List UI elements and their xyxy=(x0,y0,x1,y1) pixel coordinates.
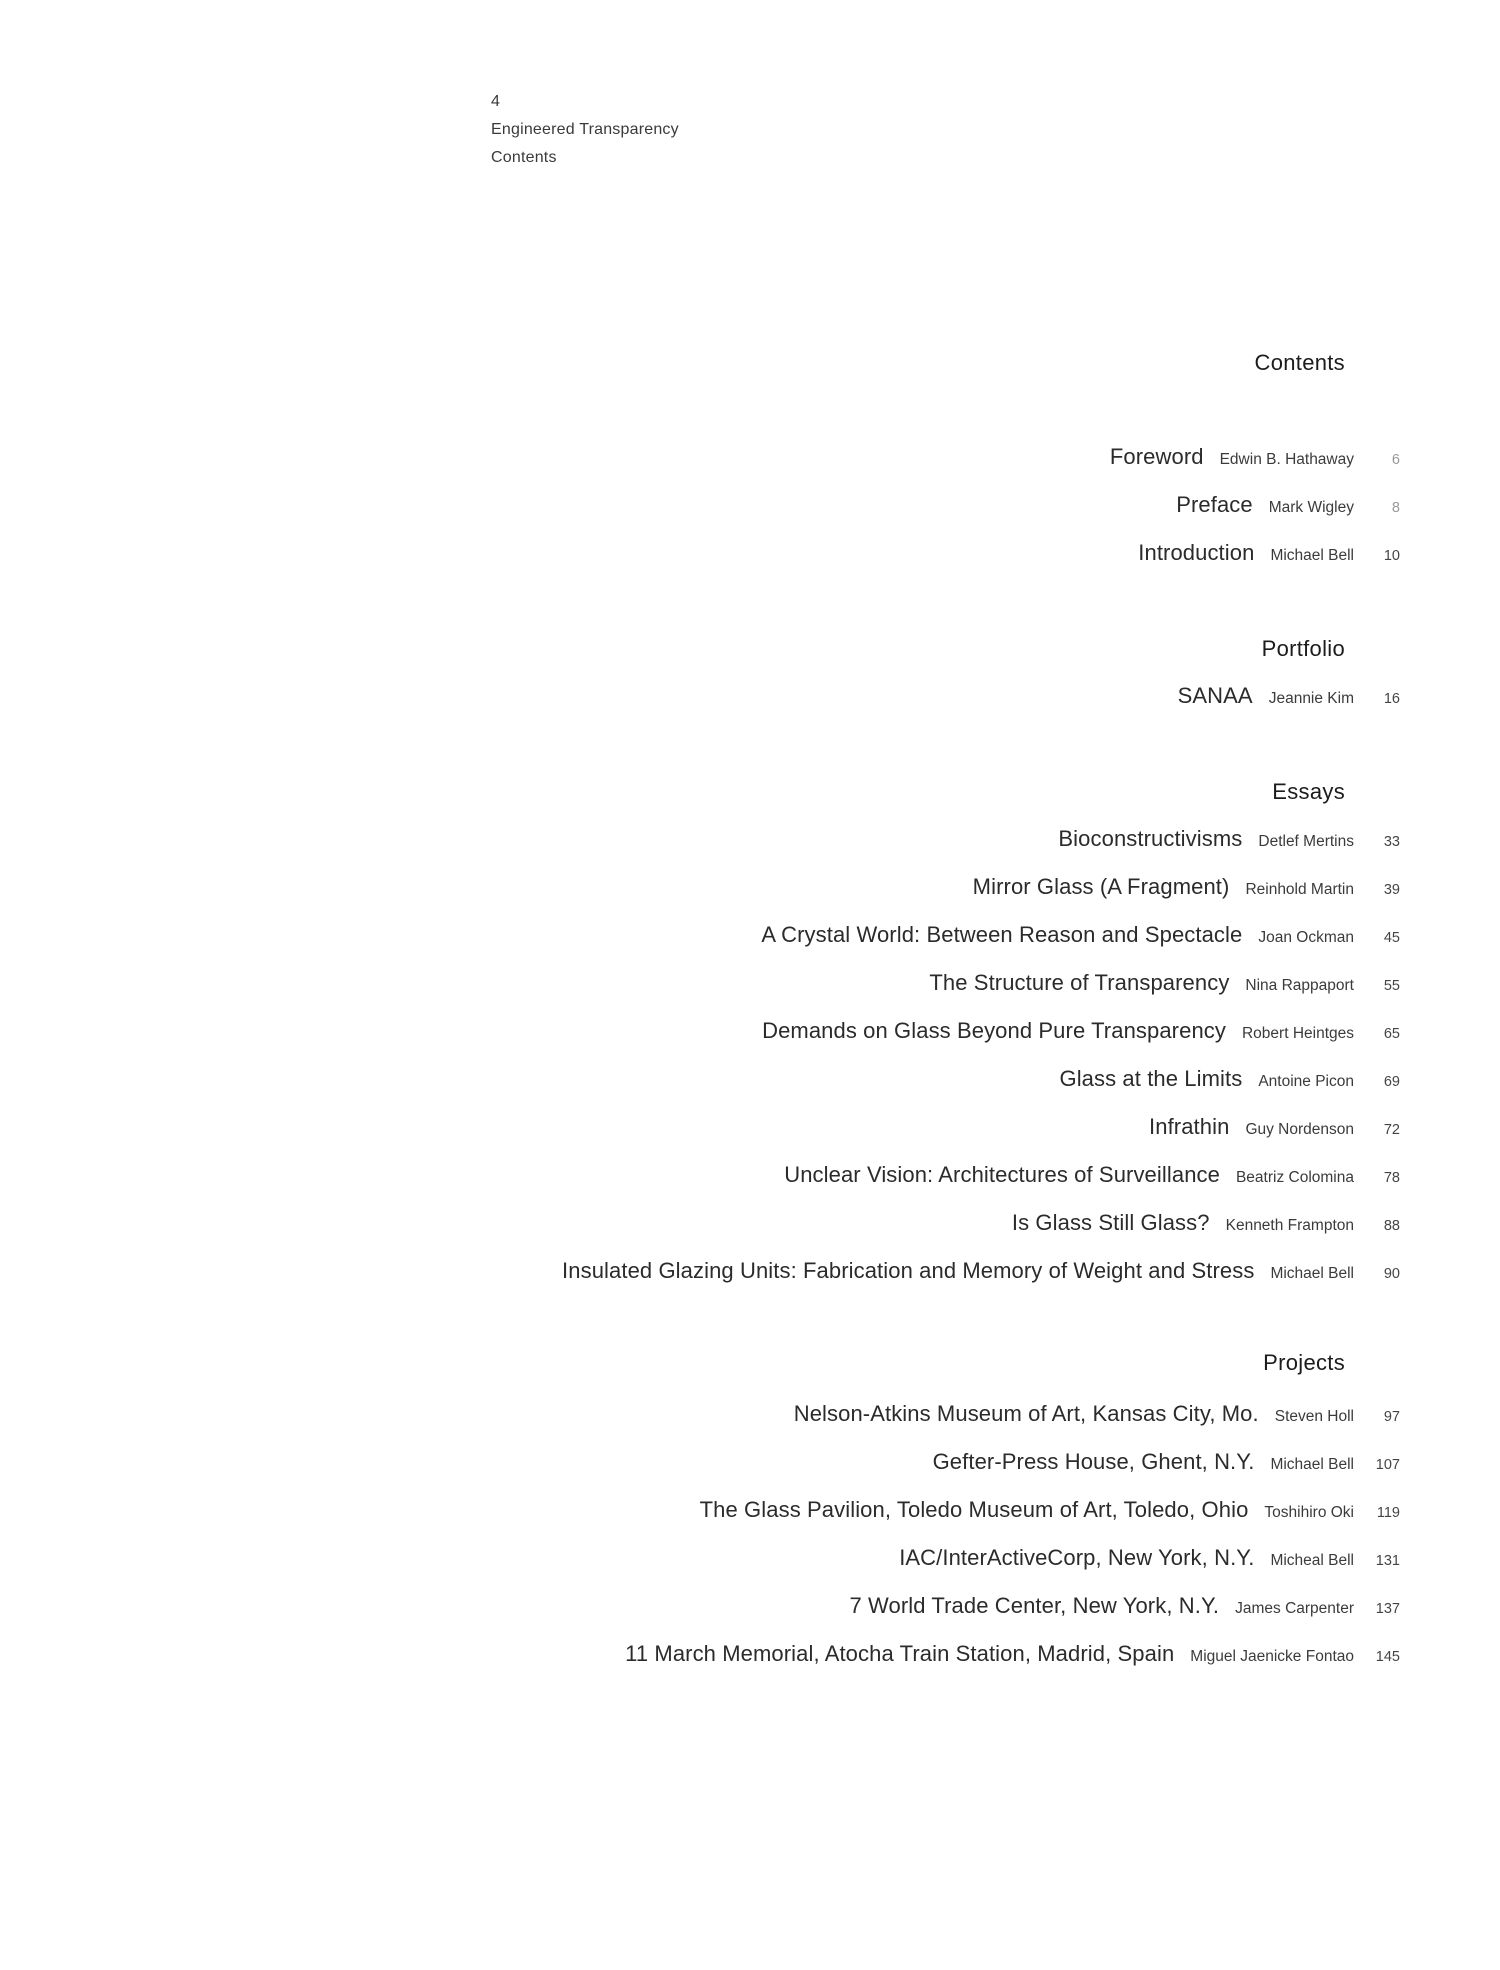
entry-title: A Crystal World: Between Reason and Spectacle xyxy=(761,922,1243,947)
entry-title: Infrathin xyxy=(1149,1114,1230,1139)
toc-entry[interactable] xyxy=(625,1641,1400,1671)
toc-entry[interactable] xyxy=(761,922,1400,952)
section-name: Contents xyxy=(491,149,557,166)
entry-title: Gefter-Press House, Ghent, N.Y. xyxy=(932,1449,1255,1474)
entry-page: 97 xyxy=(1383,1409,1400,1425)
entry-title: Unclear Vision: Architectures of Surveillance xyxy=(784,1162,1220,1187)
entry-author: Miguel Jaenicke Fontao xyxy=(1190,1648,1354,1665)
entry-page: 65 xyxy=(1383,1026,1400,1042)
toc-entry[interactable] xyxy=(794,1401,1400,1431)
entry-author: Michael Bell xyxy=(1270,1265,1354,1282)
entry-page: 78 xyxy=(1383,1170,1400,1186)
entry-page: 39 xyxy=(1383,882,1400,898)
entry-author: Steven Holl xyxy=(1274,1408,1354,1425)
toc-entry[interactable] xyxy=(973,874,1400,904)
entry-title: Glass at the Limits xyxy=(1059,1066,1243,1091)
entry-author: Mark Wigley xyxy=(1268,499,1354,516)
entry-page: 69 xyxy=(1383,1074,1400,1090)
entry-title: 11 March Memorial, Atocha Train Station, Madrid, Spain xyxy=(625,1641,1175,1666)
toc-entry-introduction[interactable] xyxy=(1138,540,1400,570)
table-of-contents xyxy=(480,0,1400,1970)
toc-entry-preface[interactable] xyxy=(1176,492,1400,522)
entry-author: Guy Nordenson xyxy=(1245,1121,1354,1138)
entry-author: Nina Rappaport xyxy=(1245,977,1354,994)
entry-title: The Glass Pavilion, Toledo Museum of Art, Toledo, Ohio xyxy=(699,1497,1249,1522)
entry-page: 8 xyxy=(1391,500,1400,516)
section-heading-projects: Projects xyxy=(1263,1350,1345,1375)
entry-page: 88 xyxy=(1383,1218,1400,1234)
entry-page: 131 xyxy=(1375,1553,1400,1569)
toc-title: Contents xyxy=(1254,350,1345,375)
entry-author: Micheal Bell xyxy=(1270,1552,1354,1569)
entry-title: IAC/InterActiveCorp, New York, N.Y. xyxy=(899,1545,1255,1570)
entry-title: Bioconstructivisms xyxy=(1058,826,1243,851)
entry-author: Edwin B. Hathaway xyxy=(1219,451,1354,468)
entry-page: 137 xyxy=(1375,1601,1400,1617)
page-number: 4 xyxy=(491,93,501,110)
entry-page: 119 xyxy=(1376,1505,1400,1521)
entry-author: Beatriz Colomina xyxy=(1235,1169,1354,1186)
toc-entry[interactable] xyxy=(929,970,1400,1000)
toc-entry[interactable] xyxy=(849,1593,1400,1623)
toc-entry[interactable] xyxy=(700,1497,1400,1527)
entry-title: SANAA xyxy=(1177,683,1253,708)
entry-author: Antoine Picon xyxy=(1258,1073,1354,1090)
entry-title: Insulated Glazing Units: Fabrication and Memory of Weight and Stress xyxy=(562,1258,1255,1283)
entry-page: 55 xyxy=(1383,978,1400,994)
toc-entry[interactable] xyxy=(1058,826,1400,856)
entry-page: 90 xyxy=(1383,1266,1400,1282)
entry-page: 10 xyxy=(1383,548,1400,564)
entry-page: 72 xyxy=(1383,1122,1400,1138)
entry-page: 16 xyxy=(1383,691,1400,707)
toc-entry[interactable] xyxy=(784,1162,1400,1192)
entry-author: Reinhold Martin xyxy=(1245,881,1354,898)
entry-author: James Carpenter xyxy=(1235,1600,1354,1617)
entry-author: Toshihiro Oki xyxy=(1264,1504,1354,1521)
entry-title: 7 World Trade Center, New York, N.Y. xyxy=(849,1593,1220,1618)
entry-title: Nelson-Atkins Museum of Art, Kansas City, Mo. xyxy=(793,1401,1259,1426)
section-heading-portfolio: Portfolio xyxy=(1261,636,1345,661)
book-title: Engineered Transparency xyxy=(491,121,679,138)
entry-title: Demands on Glass Beyond Pure Transparency xyxy=(762,1018,1226,1043)
toc-entry[interactable] xyxy=(1178,683,1400,713)
entry-title: The Structure of Transparency xyxy=(929,970,1230,995)
toc-entry[interactable] xyxy=(1149,1114,1400,1144)
entry-title: Introduction xyxy=(1138,540,1255,565)
entry-title: Foreword xyxy=(1109,444,1204,469)
entry-author: Jeannie Kim xyxy=(1268,690,1354,707)
entry-page: 45 xyxy=(1383,930,1400,946)
toc-entry[interactable] xyxy=(762,1018,1400,1048)
entry-author: Kenneth Frampton xyxy=(1225,1217,1354,1234)
entry-title: Preface xyxy=(1176,492,1253,517)
entry-title: Is Glass Still Glass? xyxy=(1011,1210,1210,1235)
entry-page: 6 xyxy=(1391,452,1400,468)
entry-author: Joan Ockman xyxy=(1258,929,1354,946)
toc-entry[interactable] xyxy=(1059,1066,1400,1096)
section-heading-essays: Essays xyxy=(1272,779,1345,804)
entry-page: 107 xyxy=(1375,1457,1400,1473)
entry-page: 33 xyxy=(1383,834,1400,850)
toc-entry[interactable] xyxy=(1012,1210,1400,1240)
toc-entry-foreword[interactable] xyxy=(1110,444,1400,474)
entry-author: Robert Heintges xyxy=(1241,1025,1354,1042)
toc-entry[interactable] xyxy=(562,1258,1400,1288)
entry-title: Mirror Glass (A Fragment) xyxy=(972,874,1230,899)
entry-author: Detlef Mertins xyxy=(1258,833,1354,850)
toc-entry[interactable] xyxy=(933,1449,1400,1479)
entry-author: Michael Bell xyxy=(1270,1456,1354,1473)
entry-author: Michael Bell xyxy=(1270,547,1354,564)
entry-page: 145 xyxy=(1375,1649,1400,1665)
toc-entry[interactable] xyxy=(899,1545,1400,1575)
